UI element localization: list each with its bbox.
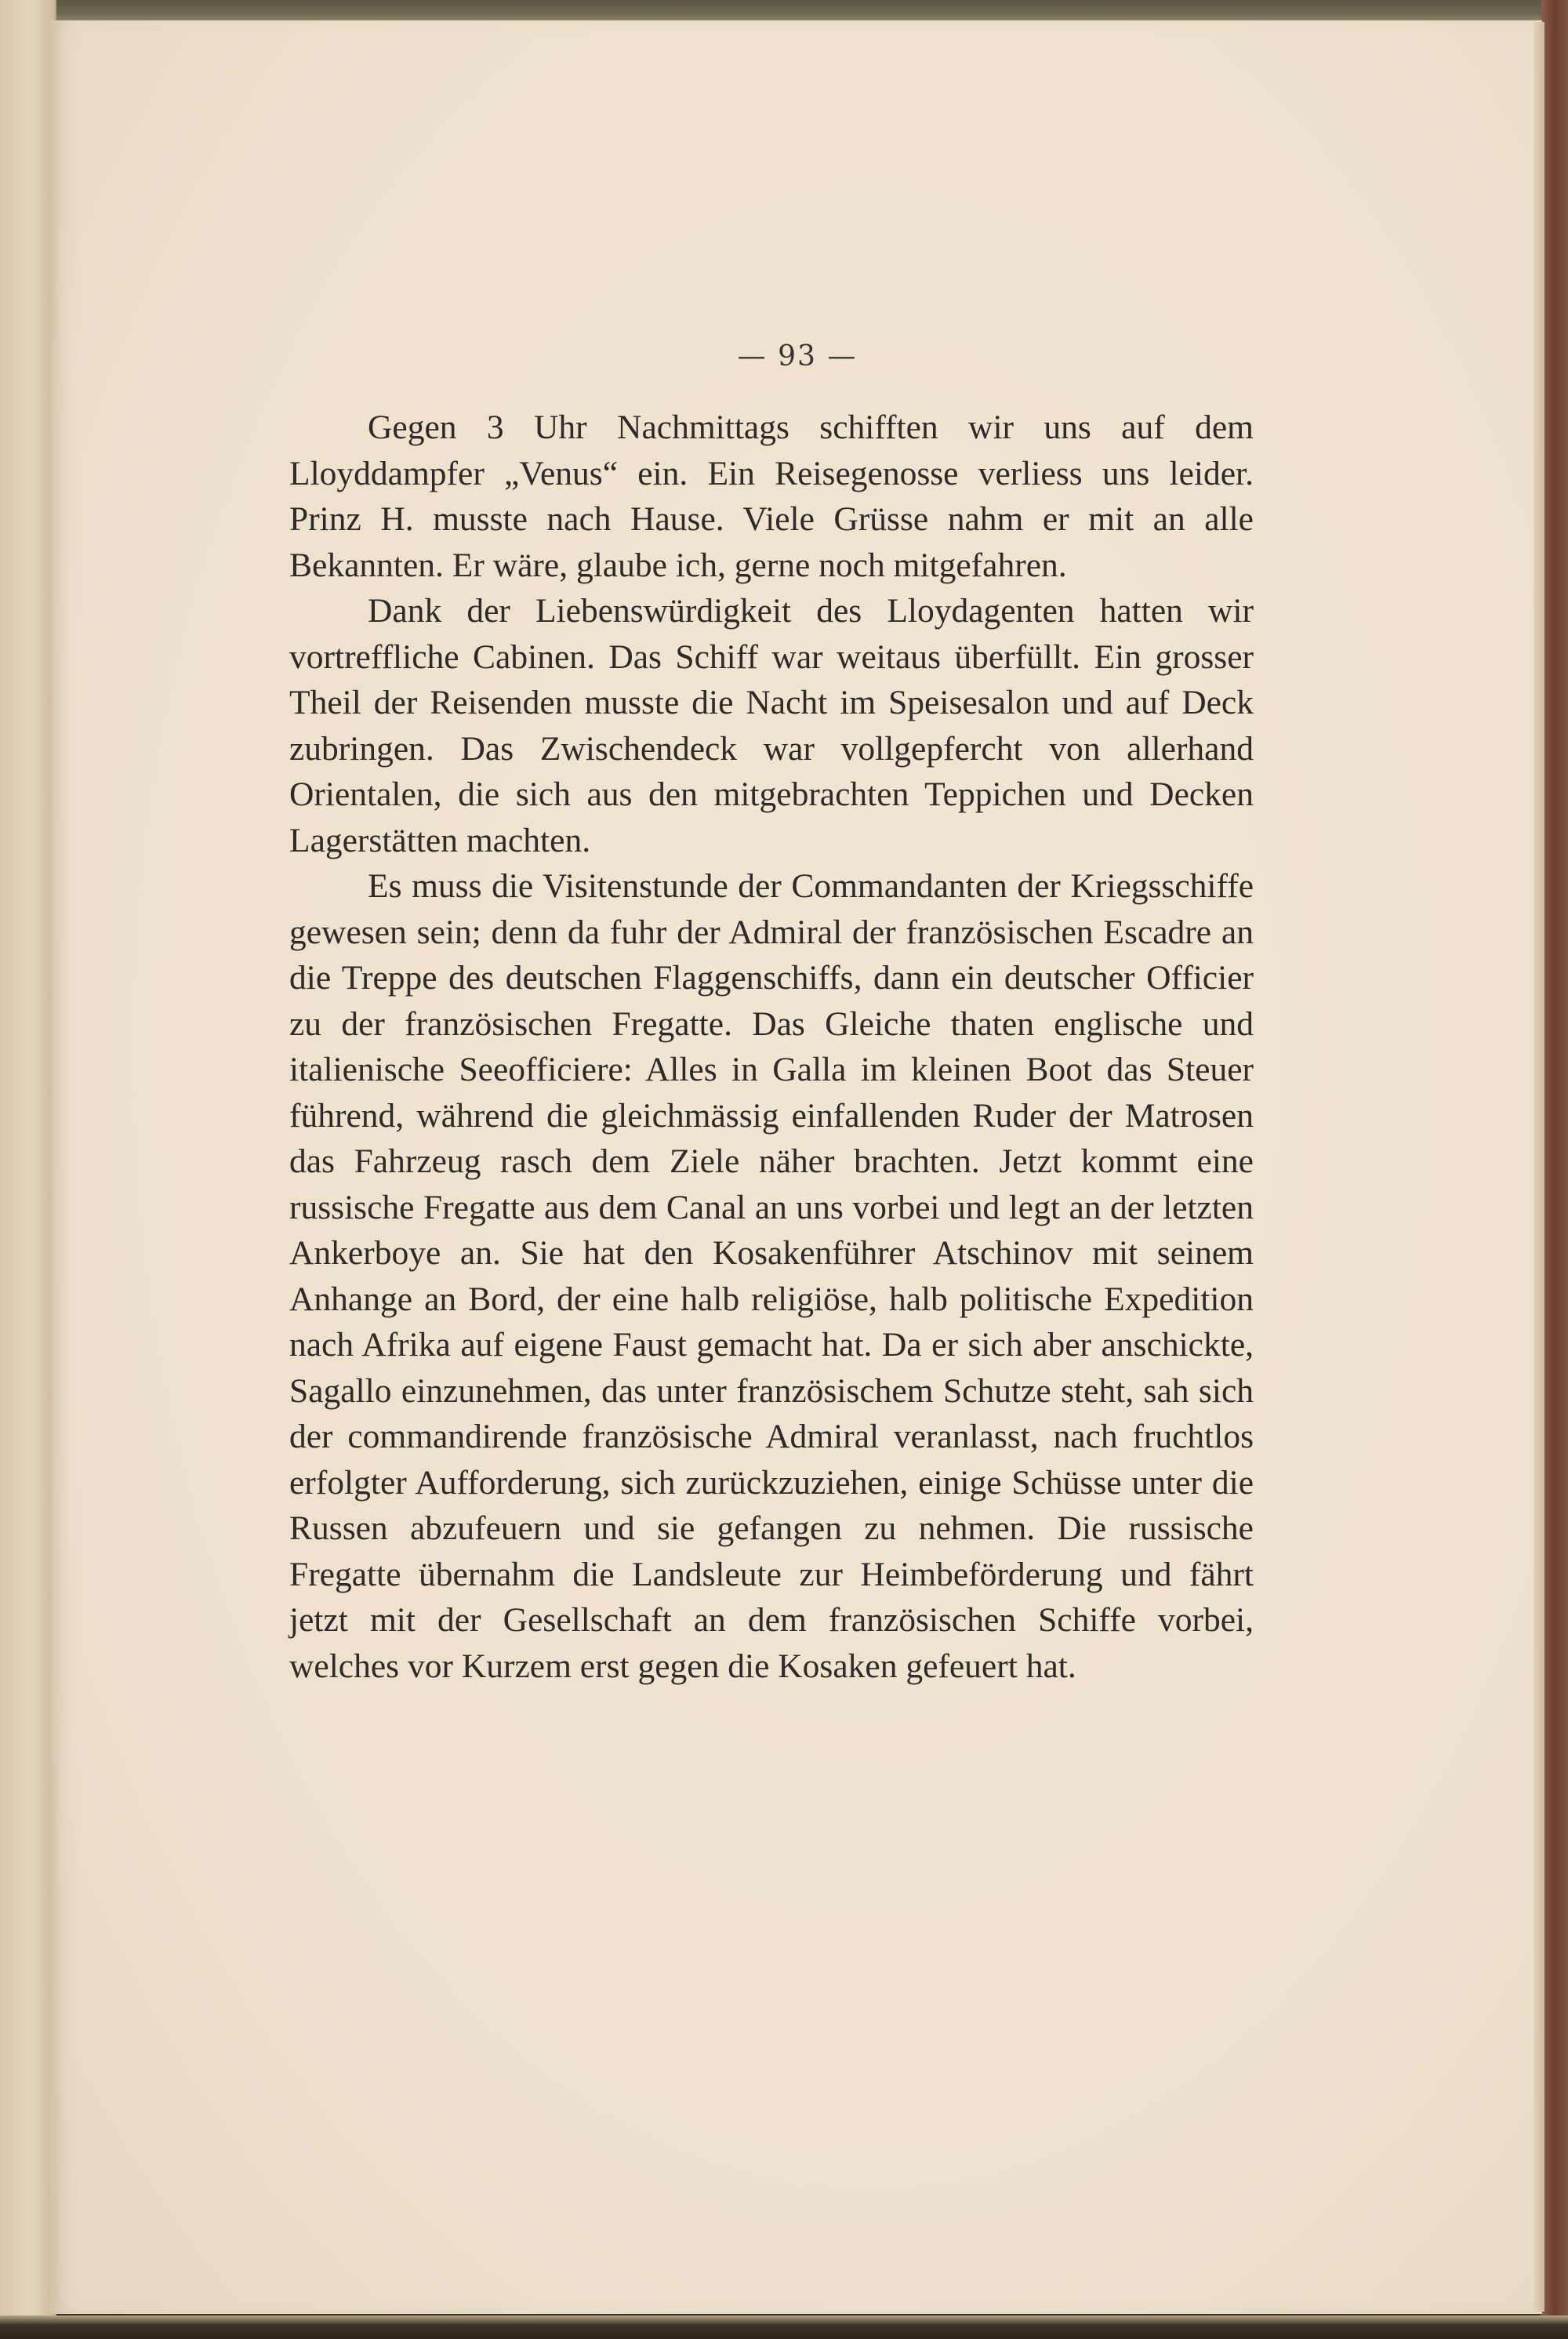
page-text-body	[289, 405, 1254, 1689]
paragraph-2: Dank der Liebenswürdigkeit des Lloydagenten hatten wir vortreffliche Cabinen. Das Schiff war weitaus überfüllt. Ein grosser Theil der Reisenden musste die Nacht im Speisesalon und auf Deck zubringen. Das Zwischendeck war vollgepfercht von allerhand Orientalen, die sich aus den mitgebrachten Teppichen und Decken Lagerstätten machten.	[289, 592, 1254, 859]
paragraph-3: Es muss die Visitenstunde der Commandanten der Kriegsschiffe gewesen sein; denn da fuhr der Admiral der französischen Escadre an die Treppe des deutschen Flaggenschiffs, dann ein deutscher Officier zu der französischen Fregatte. Das Gleiche thaten englische und italienische Seeofficiere: Alles in Galla im kleinen Boot das Steuer führend, während die gleichmässig einfallenden Ruder der Matrosen das Fahrzeug rasch dem Ziele näher brachten. Jetzt kommt eine russische Fregatte aus dem Canal an uns vorbei und legt an der letzten Ankerboye an. Sie hat den Kosakenführer Atschinov mit seinem Anhange an Bord, der eine halb religiöse, halb politische Expedition nach Afrika auf eigene Faust gemacht hat. Da er sich aber anschickte, Sagallo einzunehmen, das unter französischem Schutze steht, sah sich der commandirende französische Admiral veranlasst, nach fruchtlos erfolgter Aufforderung, sich zurückzuziehen, einige Schüsse unter die Russen abzufeuern und sie gefangen zu nehmen. Die russische Fregatte übernahm die Landsleute zur Heimbeförderung und fährt jetzt mit der Gesellschaft an dem französischen Schiffe vorbei, welches vor Kurzem erst gegen die Kosaken gefeuert hat.	[289, 867, 1254, 1685]
paragraph-1: Gegen 3 Uhr Nachmittags schifften wir uns auf dem Lloyddampfer „Venus“ ein. Ein Reisegenosse verliess uns leider. Prinz H. musste nach Hause. Viele Grüsse nahm er mit an alle Bekannten. Er wäre, glaube ich, gerne noch mitgefahren.	[289, 409, 1254, 584]
book-gutter-left	[0, 0, 56, 2339]
page-number: — 93 —	[737, 340, 858, 372]
page-stack-edge	[1534, 22, 1544, 2312]
book-cover-right-edge	[1541, 0, 1568, 2339]
book-cover-bottom-edge	[0, 2315, 1568, 2339]
book-page	[50, 20, 1542, 2314]
